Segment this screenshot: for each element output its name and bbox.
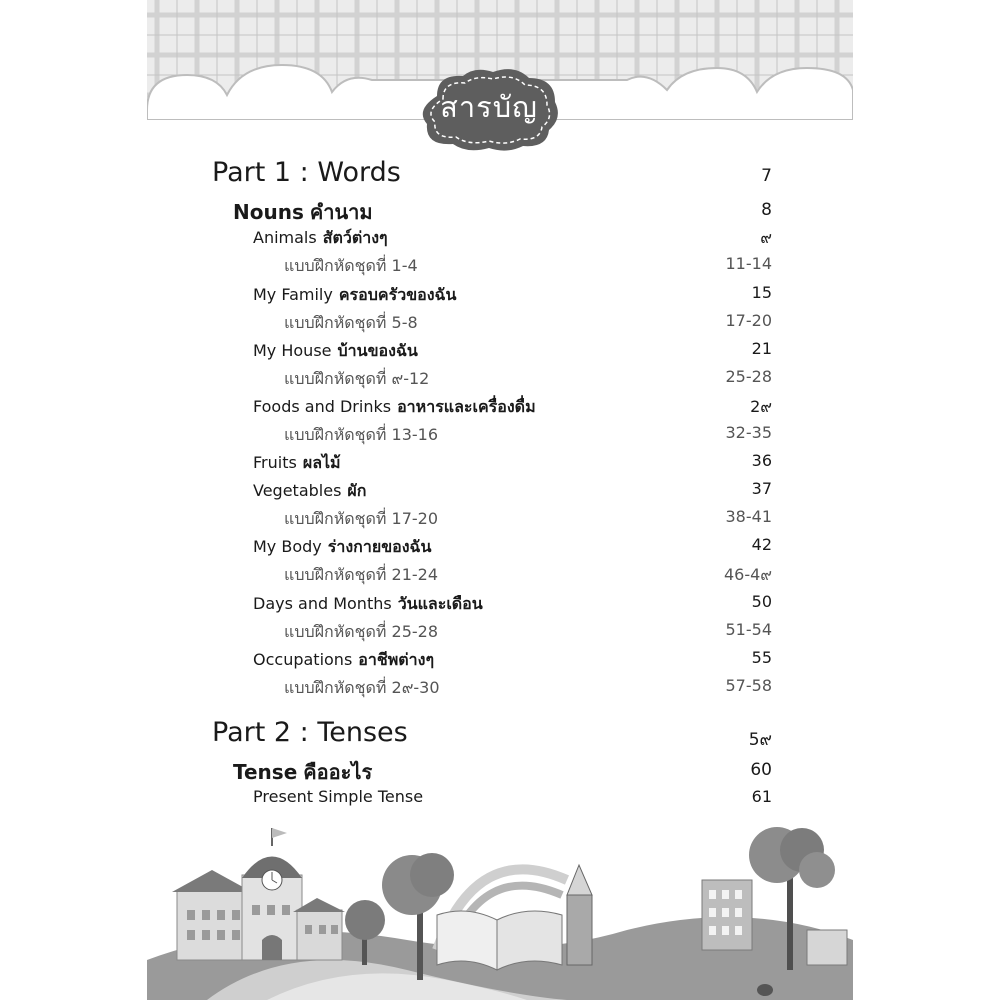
toc-entry-part <box>147 157 853 187</box>
toc-entry-label <box>253 395 536 420</box>
toc-entry-exercise <box>147 676 853 706</box>
toc-entry-label <box>233 756 372 788</box>
toc-entry-label <box>212 157 401 188</box>
toc-entry-section <box>147 196 853 226</box>
toc-entry-part <box>147 717 853 750</box>
toc-entry-english-title: Fruits <box>253 453 297 472</box>
toc-entry-label <box>284 676 440 701</box>
toc-entry-label <box>253 592 483 617</box>
toc-entry-english-title: Tense <box>233 760 298 784</box>
toc-entry-page-number: 55 <box>751 648 772 667</box>
toc-entry-english-title: Foods and Drinks <box>253 397 392 416</box>
toc-entry-label <box>212 717 408 748</box>
toc-entry-label <box>253 479 366 504</box>
toc-entry-page-number: 61 <box>751 787 772 806</box>
toc-entry-english-title: Part 1 : Words <box>212 157 401 188</box>
toc-entry-page-number: 42 <box>751 535 772 554</box>
toc-entry-topic <box>147 592 853 622</box>
toc-entry-page-number: 15 <box>751 283 772 302</box>
toc-entry-topic <box>147 451 853 481</box>
toc-entry-label <box>253 787 423 806</box>
toc-entry-thai-title: อาชีพต่างๆ <box>358 650 435 669</box>
toc-entry-page-number: 46-4๙ <box>723 565 772 584</box>
toc-entry-english-title: Vegetables <box>253 481 342 500</box>
toc-entry-english-title: Part 2 : Tenses <box>212 717 408 748</box>
toc-entry-english-title: My Body <box>253 537 322 556</box>
toc-entry-label <box>284 254 418 279</box>
toc-entry-thai-title: แบบฝึกหัดชุดที่ 17-20 <box>284 509 438 528</box>
school-landscape-illustration <box>147 820 853 1000</box>
toc-entry-page-number: 8 <box>761 200 772 220</box>
toc-entry-page-number: 51-54 <box>725 620 772 639</box>
toc-entry-exercise <box>147 254 853 284</box>
toc-entry-english-title: Animals <box>253 228 317 247</box>
toc-entry-page-number: 37 <box>751 479 772 498</box>
toc-entry-thai-title: แบบฝึกหัดชุดที่ 25-28 <box>284 622 438 641</box>
toc-entry-exercise <box>147 563 853 593</box>
toc-entry-thai-title: ผัก <box>347 481 367 500</box>
toc-entry-thai-title: คำนาม <box>309 200 373 224</box>
toc-entry-page-number: 7 <box>761 166 772 186</box>
toc-entry-thai-title: แบบฝึกหัดชุดที่ 21-24 <box>284 565 438 584</box>
toc-entry-topic <box>147 339 853 369</box>
toc-entry-exercise <box>147 507 853 537</box>
toc-entry-label <box>284 507 438 532</box>
toc-entry-thai-title: แบบฝึกหัดชุดที่ ๙-12 <box>284 369 430 388</box>
toc-entry-page-number: 21 <box>751 339 772 358</box>
toc-entry-section <box>147 756 853 786</box>
toc-entry-thai-title: แบบฝึกหัดชุดที่ 13-16 <box>284 425 438 444</box>
toc-entry-english-title: Nouns <box>233 200 304 224</box>
toc-entry-label <box>253 226 388 251</box>
toc-entry-page-number: 17-20 <box>725 311 772 330</box>
toc-entry-thai-title: แบบฝึกหัดชุดที่ 2๙-30 <box>284 678 440 697</box>
toc-entry-english-title: My Family <box>253 285 333 304</box>
toc-entry-page-number: 2๙ <box>750 397 772 416</box>
toc-entry-page-number: 25-28 <box>725 367 772 386</box>
toc-entry-page-number: 5๙ <box>748 730 772 750</box>
toc-entry-exercise <box>147 311 853 341</box>
page-title: สารบัญ <box>440 90 538 124</box>
toc-entry-exercise <box>147 367 853 397</box>
toc-entry-label <box>284 620 438 645</box>
toc-entry-page-number: 38-41 <box>725 507 772 526</box>
toc-entry-label <box>253 339 418 364</box>
toc-entry-page-number: 36 <box>751 451 772 470</box>
toc-entry-label <box>284 311 418 336</box>
toc-entry-thai-title: คืออะไร <box>303 760 373 784</box>
toc-entry-topic <box>147 226 853 256</box>
toc-entry-page-number: 57-58 <box>725 676 772 695</box>
toc-entry-topic <box>147 648 853 678</box>
document-page <box>147 0 853 1000</box>
toc-entry-thai-title: แบบฝึกหัดชุดที่ 1-4 <box>284 256 418 275</box>
toc-entry-page-number: 32-35 <box>725 423 772 442</box>
toc-entry-topic <box>147 283 853 313</box>
toc-entry-thai-title: วันและเดือน <box>397 594 483 613</box>
toc-entry-thai-title: ครอบครัวของฉัน <box>338 285 457 304</box>
toc-entry-thai-title: อาหารและเครื่องดื่ม <box>397 397 536 416</box>
toc-entry-exercise <box>147 423 853 453</box>
toc-entry-thai-title: แบบฝึกหัดชุดที่ 5-8 <box>284 313 418 332</box>
toc-entry-label <box>253 648 434 673</box>
toc-entry-english-title: My House <box>253 341 332 360</box>
toc-entry-label <box>284 563 438 588</box>
toc-entry-page-number: 50 <box>751 592 772 611</box>
toc-entry-english-title: Days and Months <box>253 594 392 613</box>
toc-entry-page-number: 11-14 <box>725 254 772 273</box>
toc-entry-label <box>284 423 438 448</box>
toc-entry-topic <box>147 395 853 425</box>
toc-entry-thai-title: บ้านของฉัน <box>337 341 418 360</box>
toc-entry-label <box>233 196 373 228</box>
toc-entry-page-number: 60 <box>750 760 772 780</box>
toc-entry-english-title: Occupations <box>253 650 353 669</box>
toc-entry-exercise <box>147 620 853 650</box>
toc-entry-label <box>253 451 341 476</box>
toc-entry-topic <box>147 479 853 509</box>
toc-entry-label <box>253 535 431 560</box>
toc-entry-label <box>253 283 456 308</box>
toc-entry-english-title: Present Simple Tense <box>253 787 424 806</box>
toc-entry-thai-title: สัตว์ต่างๆ <box>322 228 388 247</box>
toc-entry-thai-title: ผลไม้ <box>302 453 341 472</box>
toc-entry-label <box>284 367 429 392</box>
toc-entry-page-number: ๙ <box>760 228 772 247</box>
toc-entry-thai-title: ร่างกายของฉัน <box>327 537 432 556</box>
toc-entry-topic <box>147 535 853 565</box>
toc-entry-topic <box>147 787 853 817</box>
